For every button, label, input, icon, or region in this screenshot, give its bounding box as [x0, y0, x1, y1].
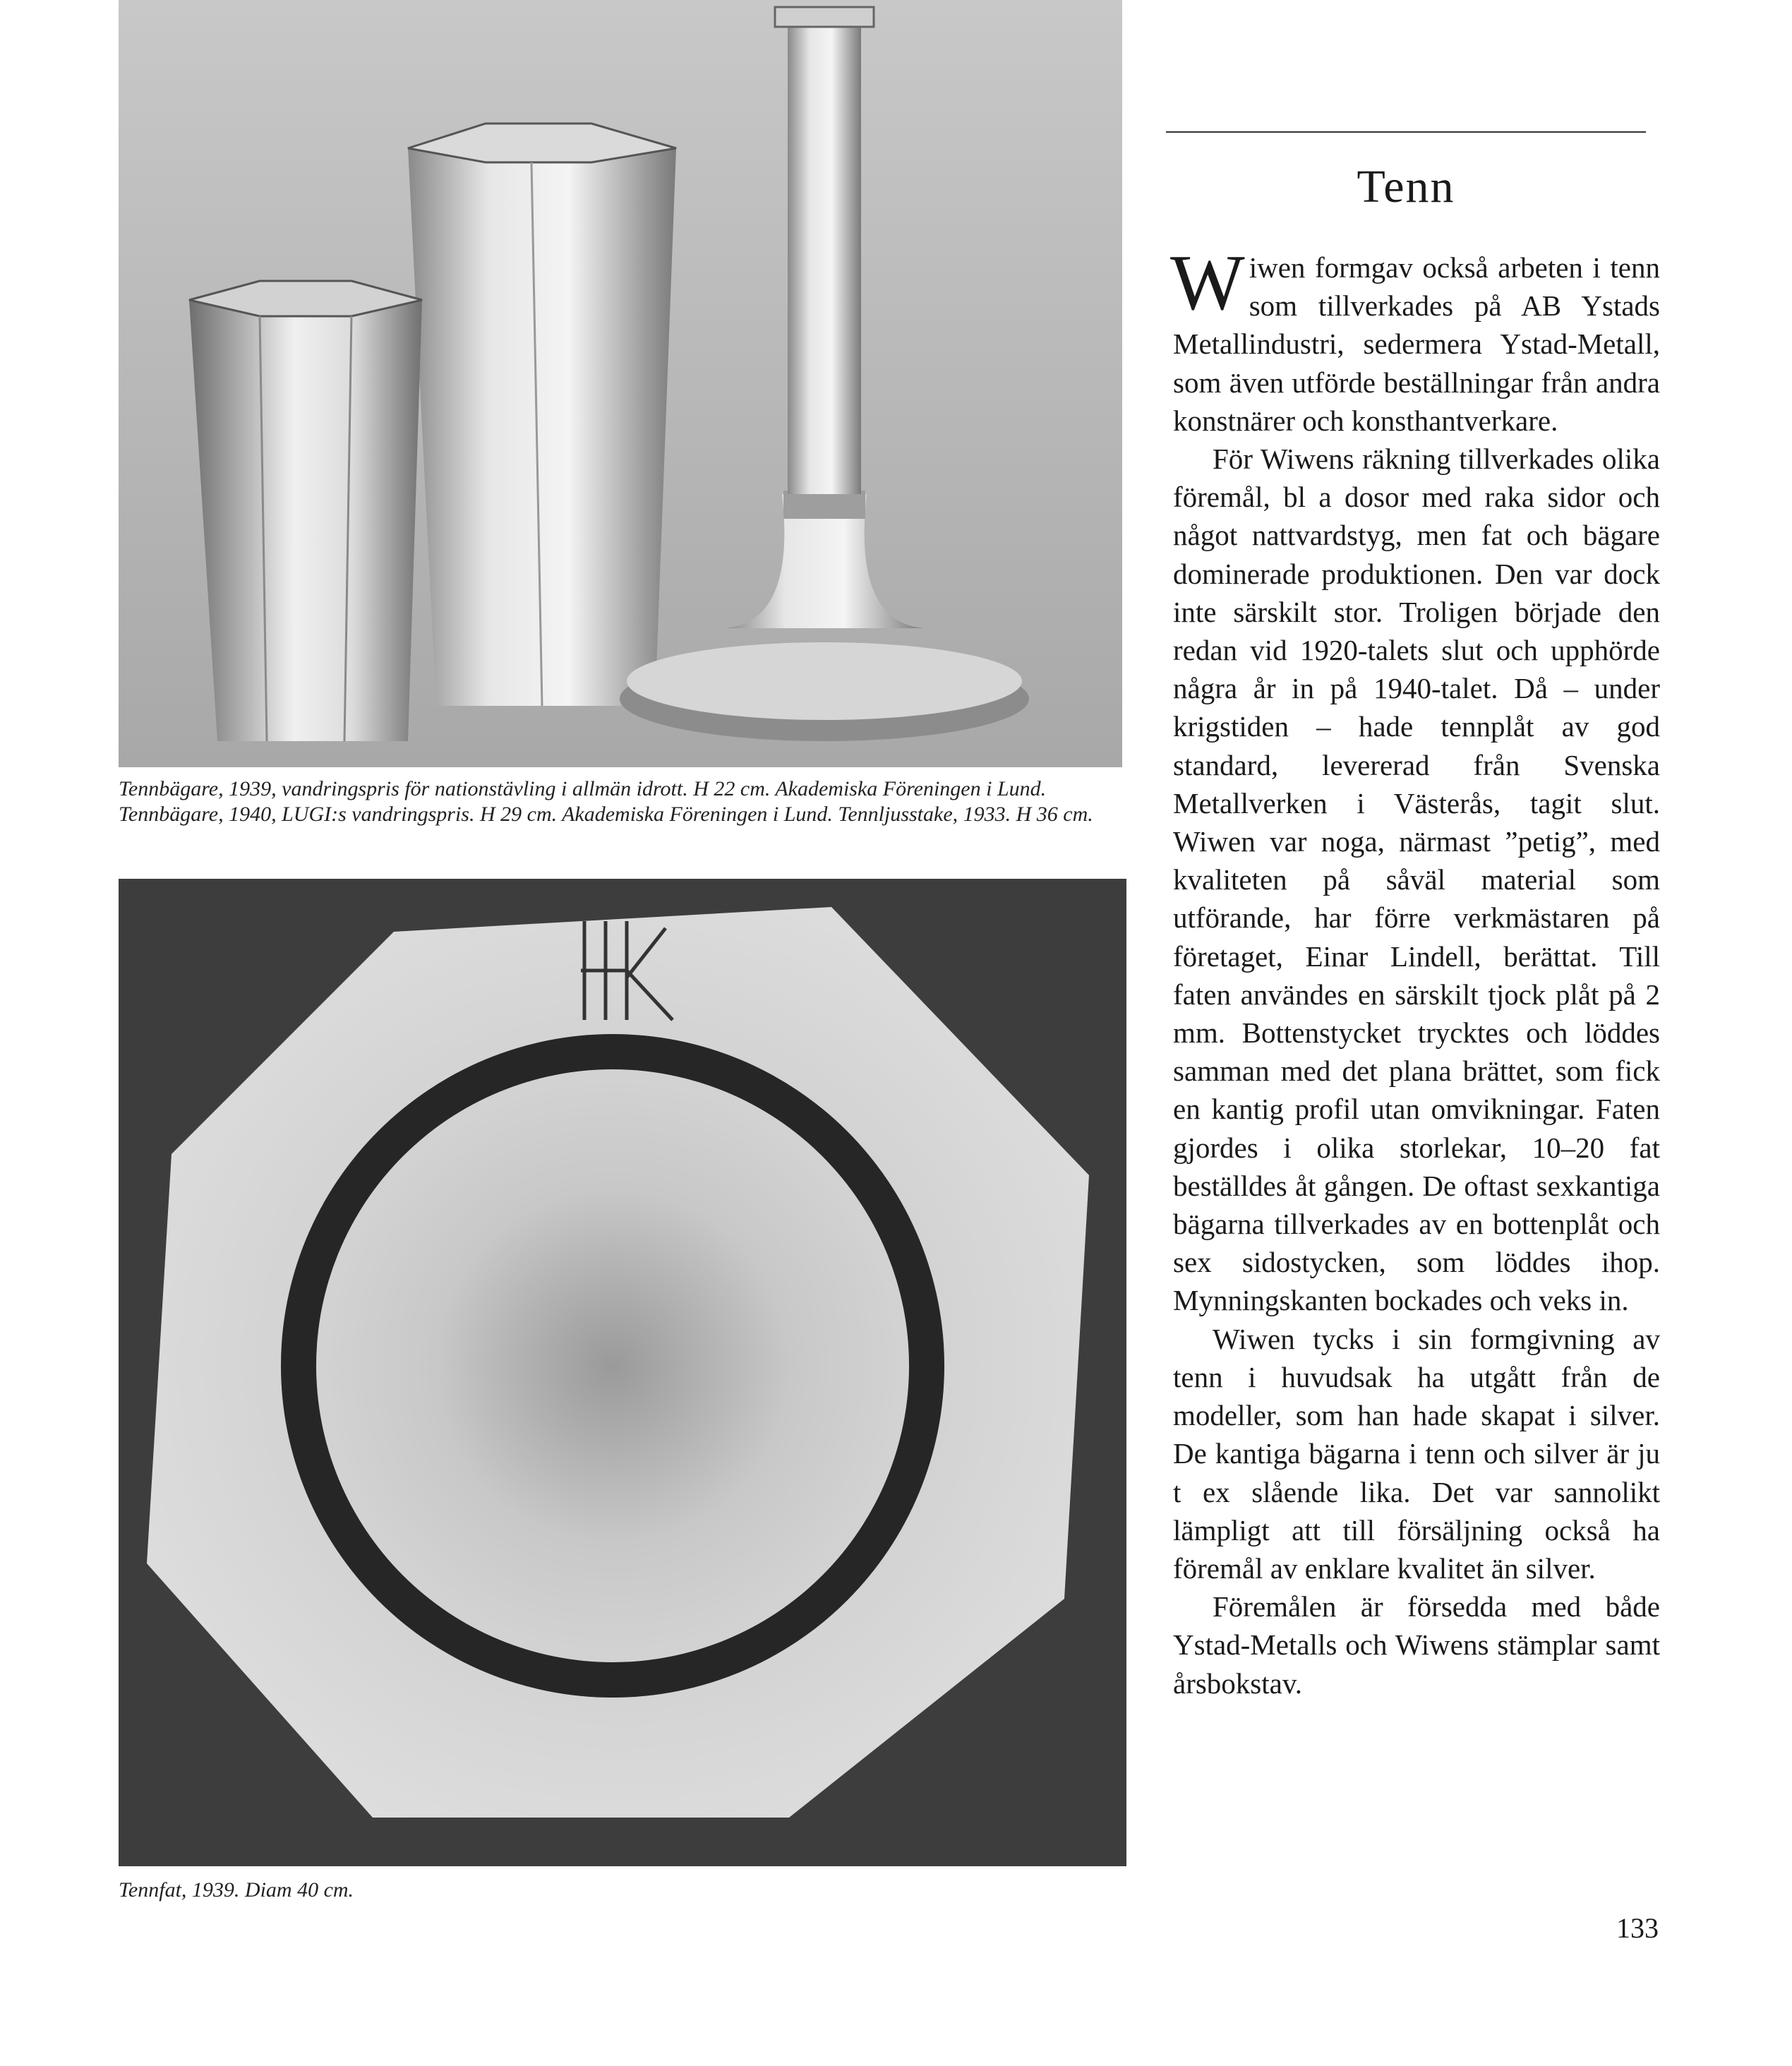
plate-center [316, 1069, 909, 1662]
tall-beaker [408, 124, 676, 706]
paragraph-2: För Wiwens räkning tillverkades olika föremål, bl a dosor med raka sidor och något nattvardstyg, men fat och bägare dominerade produktionen. Den var dock inte särskilt stor. Troligen började den redan vid 1920-talets slut och upphörde några år in på 1940-talet. Då – under krigstiden – hade tennplåt av god standard, levererad från Svenska Metallverken i Västerås, tagit slut. Wiwen var noga, närmast ”petig”, med kvaliteten på såväl material som utförande, har förre verkmästaren på företaget, Einar Lindell, berättat. Till faten användes en särskilt tjock plåt på 2 mm. Bottenstycket trycktes och löddes samman med det plana brättet, som fick en kantig profil utan omvikningar. Faten gjordes i olika storlekar, 10–20 fat beställdes åt gången. De oftast sexkantiga bägarna tillverkades av en bottenplåt och sex sidostycken, som löddes ihop. Mynningskanten bockades och veks in. [1173, 443, 1660, 1317]
paragraph-4: Föremålen är försedda med både Ystad-Metalls och Wiwens stämplar samt årsbokstav. [1173, 1590, 1660, 1700]
paragraph-1-text: iwen formgav också arbeten i tenn som tillverkades på AB Ystads Metallindustri, sedermera Ystad-Metall, som även utförde beställningar från andra konstnärer och konsthantverkare. [1173, 251, 1660, 437]
pewter-plate-image [119, 879, 1126, 1866]
photo-caption-top: Tennbägare, 1939, vandringspris för nationstävling i allmän idrott. H 22 cm. Akademiska Föreningen i Lund. Tennbägare, 1940, LUGI:s vandringspris. H 29 cm. Akademiska Föreningen i Lund. Tennljusstake, 1933. H 36 cm. [119, 777, 1093, 826]
photo-caption-bottom: Tennfat, 1939. Diam 40 cm. [119, 1878, 354, 1902]
article-body [1170, 239, 1660, 1702]
photo-pewter-plate [119, 879, 1126, 1866]
photo-beakers-candlestick [119, 0, 1122, 767]
candlestick-stem [788, 14, 861, 494]
beakers-candlestick-image [119, 0, 1122, 767]
article-heading: Tenn [1357, 161, 1455, 212]
paragraph-3: Wiwen tycks i sin formgivning av tenn i huvudsak ha utgått från de modeller, som han hade skapat i silver. De kantiga bägarna i tenn och silver är ju t ex slående lika. Det var sannolikt lämpligt att till försäljning också ha föremål av enklare kvalitet än silver. [1173, 1322, 1660, 1585]
paragraph-1 [1170, 239, 1660, 440]
heading-rule [1166, 131, 1646, 133]
page-number: 133 [1616, 1912, 1659, 1944]
drop-cap: W [1170, 239, 1245, 327]
short-beaker [189, 281, 422, 741]
